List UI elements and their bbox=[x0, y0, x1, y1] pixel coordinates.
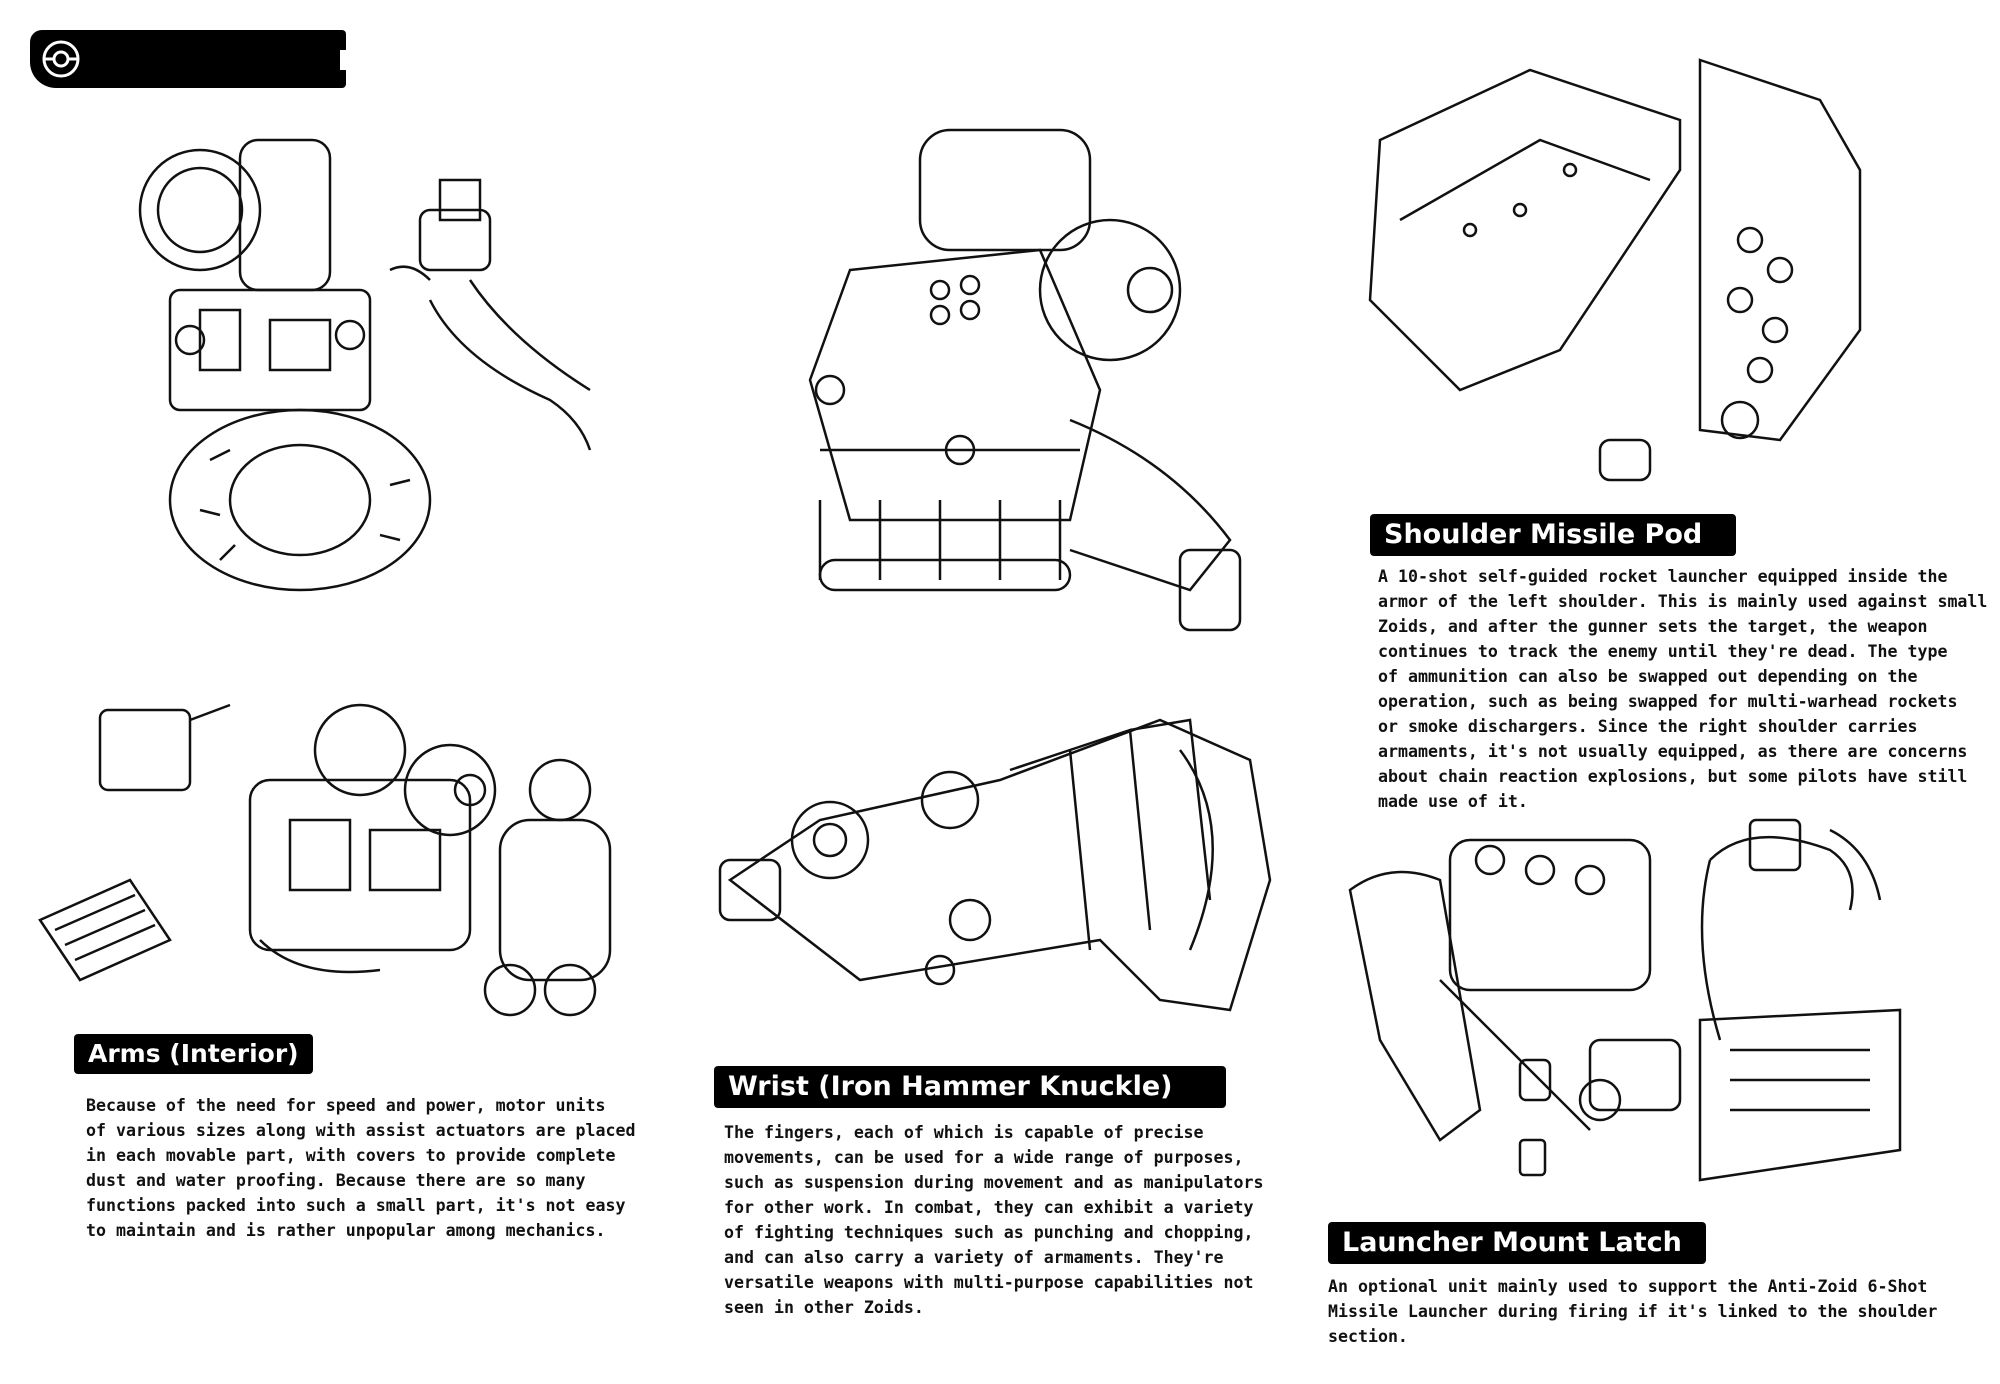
section-text-shoulder: A 10-shot self-guided rocket launcher equipped inside the armor of the left shoulder. This is mainly used against small Zoids, and after the gunner sets the target, the weapon continues to track the enemy until they're dead. The type of ammunition can also be swapped out depending on the operation, such as being swapped for multi-warhead rockets or smoke dischargers. Since the right shoulder carries armaments, it's not usually equipped, as there are concerns about chain reaction explosions, but some pilots have still made use of it. bbox=[1378, 567, 1988, 811]
fist-sketch bbox=[740, 120, 1280, 640]
header-notch bbox=[340, 50, 350, 70]
section-text-arms: Because of the need for speed and power, motor units of various sizes along with assist actuators are placed in each movable part, with covers to provide complete dust and water proofing. Because there are so many functions packed into such a small part, it's not easy to maintain and is rather unpopular among mechanics. bbox=[86, 1096, 636, 1240]
zoids-emblem-icon bbox=[36, 34, 86, 84]
shoulder-pod-sketch bbox=[1320, 20, 1980, 500]
motor-units-sketch bbox=[30, 690, 650, 1020]
section-title-wrist: Wrist (Iron Hammer Knuckle) bbox=[714, 1066, 1226, 1108]
hand-sketch bbox=[710, 690, 1290, 1030]
section-text-latch: An optional unit mainly used to support the Anti-Zoid 6-Shot Missile Launcher during firing if it's linked to the shoulder section. bbox=[1328, 1277, 1938, 1346]
section-title-latch: Launcher Mount Latch bbox=[1328, 1222, 1706, 1264]
latch-sketch bbox=[1330, 800, 1930, 1210]
arm-assembly-sketch bbox=[110, 120, 610, 600]
section-text-wrist: The fingers, each of which is capable of precise movements, can be used for a wide range of purposes, such as suspension during movement and as manipulators for other work. In combat, they can exhibit a variety of fighting techniques such as punching and chopping, and can also carry a variety of armaments. They're versatile weapons with multi-purpose capabilities not seen in other Zoids. bbox=[724, 1123, 1264, 1317]
section-title-shoulder: Shoulder Missile Pod bbox=[1370, 514, 1736, 556]
section-title-arms: Arms (Interior) bbox=[74, 1034, 313, 1074]
